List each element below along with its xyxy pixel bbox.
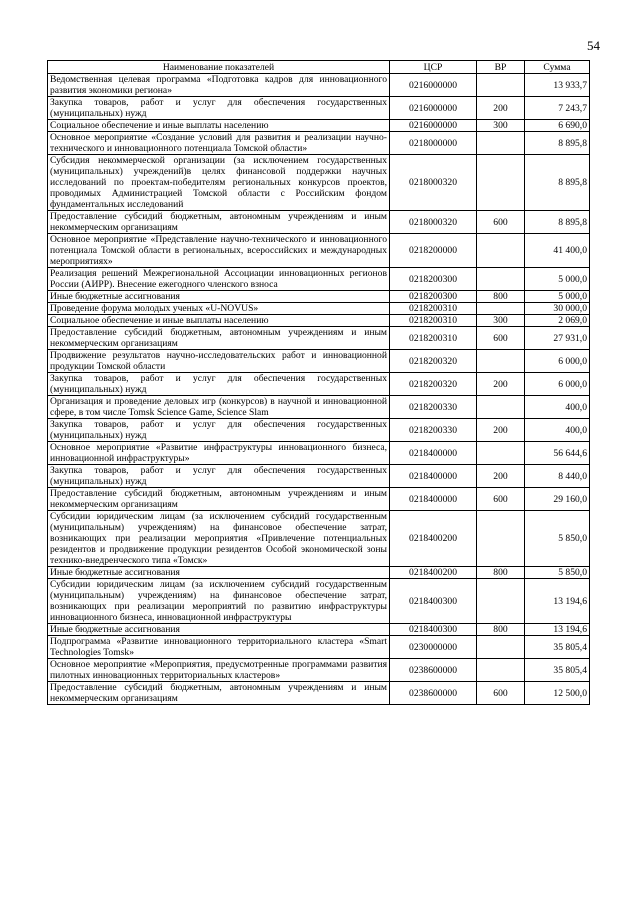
row-vr <box>477 155 525 211</box>
row-csr: 0230000000 <box>390 636 477 659</box>
table-header-row <box>48 61 590 74</box>
header-name: Наименование показателей <box>48 61 390 74</box>
row-sum: 35 805,4 <box>525 659 590 682</box>
row-name: Предоставление субсидий бюджетным, автономным учреждениям и иным некоммерческим организациям <box>48 488 390 511</box>
table-row <box>48 211 590 234</box>
row-sum: 8 440,0 <box>525 465 590 488</box>
header-vr: ВР <box>477 61 525 74</box>
row-sum: 5 850,0 <box>525 567 590 579</box>
row-name: Основное мероприятие «Мероприятия, предусмотренные программами развития пилотных инновационных территориальных кластеров» <box>48 659 390 682</box>
row-csr: 0218200320 <box>390 373 477 396</box>
table-row <box>48 396 590 419</box>
table-row <box>48 303 590 315</box>
table-row <box>48 567 590 579</box>
table-row <box>48 74 590 97</box>
row-name: Иные бюджетные ассигнования <box>48 567 390 579</box>
row-csr: 0216000000 <box>390 120 477 132</box>
row-vr <box>477 579 525 624</box>
budget-table <box>47 60 590 705</box>
table-row <box>48 659 590 682</box>
table-row <box>48 579 590 624</box>
row-sum: 5 000,0 <box>525 291 590 303</box>
row-csr: 0218200300 <box>390 268 477 291</box>
row-csr: 0216000000 <box>390 97 477 120</box>
row-name: Продвижение результатов научно-исследовательских работ и инновационной продукции Томской области <box>48 350 390 373</box>
row-csr: 0218200300 <box>390 291 477 303</box>
table-row <box>48 682 590 705</box>
row-name: Социальное обеспечение и иные выплаты населению <box>48 120 390 132</box>
row-vr: 300 <box>477 315 525 327</box>
row-name: Предоставление субсидий бюджетным, автономным учреждениям и иным некоммерческим организациям <box>48 211 390 234</box>
row-name: Закупка товаров, работ и услуг для обеспечения государственных (муниципальных) нужд <box>48 373 390 396</box>
row-vr: 200 <box>477 97 525 120</box>
row-sum: 2 069,0 <box>525 315 590 327</box>
row-sum: 400,0 <box>525 419 590 442</box>
table-row <box>48 373 590 396</box>
row-sum: 29 160,0 <box>525 488 590 511</box>
row-vr <box>477 303 525 315</box>
row-csr: 0218400000 <box>390 442 477 465</box>
row-sum: 35 805,4 <box>525 636 590 659</box>
row-vr <box>477 511 525 567</box>
row-name: Подпрограмма «Развитие инновационного территориального кластера «Smart Technologies Tomsk» <box>48 636 390 659</box>
row-vr <box>477 132 525 155</box>
row-sum: 8 895,8 <box>525 155 590 211</box>
row-csr: 0216000000 <box>390 74 477 97</box>
row-name: Социальное обеспечение и иные выплаты населению <box>48 315 390 327</box>
row-sum: 13 194,6 <box>525 579 590 624</box>
row-sum: 7 243,7 <box>525 97 590 120</box>
row-vr: 600 <box>477 327 525 350</box>
row-name: Основное мероприятие «Развитие инфраструктуры инновационного бизнеса, инновационной инфраструктуры» <box>48 442 390 465</box>
row-sum: 6 000,0 <box>525 373 590 396</box>
row-name: Закупка товаров, работ и услуг для обеспечения государственных (муниципальных) нужд <box>48 419 390 442</box>
row-csr: 0218400000 <box>390 488 477 511</box>
row-vr: 800 <box>477 567 525 579</box>
row-sum: 400,0 <box>525 396 590 419</box>
row-vr <box>477 350 525 373</box>
row-csr: 0238600000 <box>390 659 477 682</box>
row-csr: 0218400000 <box>390 465 477 488</box>
table-row <box>48 624 590 636</box>
header-csr: ЦСР <box>390 61 477 74</box>
row-sum: 8 895,8 <box>525 211 590 234</box>
row-vr: 600 <box>477 682 525 705</box>
row-name: Проведение форума молодых ученых «U-NOVUS» <box>48 303 390 315</box>
row-name: Предоставление субсидий бюджетным, автономным учреждениям и иным некоммерческим организациям <box>48 682 390 705</box>
row-name: Предоставление субсидий бюджетным, автономным учреждениям и иным некоммерческим организациям <box>48 327 390 350</box>
row-csr: 0218000320 <box>390 211 477 234</box>
table-row <box>48 327 590 350</box>
row-name: Основное мероприятие «Создание условий для развития и реализации научно-технического и инновационного потенциала Томской области» <box>48 132 390 155</box>
row-csr: 0218200310 <box>390 327 477 350</box>
row-sum: 6 000,0 <box>525 350 590 373</box>
row-csr: 0218000000 <box>390 132 477 155</box>
row-csr: 0218400200 <box>390 511 477 567</box>
row-sum: 5 850,0 <box>525 511 590 567</box>
row-sum: 5 000,0 <box>525 268 590 291</box>
row-name: Закупка товаров, работ и услуг для обеспечения государственных (муниципальных) нужд <box>48 465 390 488</box>
row-vr <box>477 234 525 268</box>
table-row <box>48 155 590 211</box>
table-row <box>48 97 590 120</box>
header-sum: Сумма <box>525 61 590 74</box>
table-row <box>48 511 590 567</box>
row-sum: 13 194,6 <box>525 624 590 636</box>
row-name: Иные бюджетные ассигнования <box>48 624 390 636</box>
table-row <box>48 234 590 268</box>
row-vr: 600 <box>477 488 525 511</box>
row-vr <box>477 659 525 682</box>
row-vr: 200 <box>477 465 525 488</box>
row-vr: 200 <box>477 419 525 442</box>
row-vr: 800 <box>477 624 525 636</box>
row-sum: 13 933,7 <box>525 74 590 97</box>
row-sum: 56 644,6 <box>525 442 590 465</box>
table-row <box>48 120 590 132</box>
row-vr <box>477 74 525 97</box>
row-name: Субсидии юридическим лицам (за исключением субсидий государственным (муниципальным) учреждениям) на финансовое обеспечение затрат, возникающих при реализации мероприятия «Привлечение потенциальных резидентов и продвижение продукции резидентов Особой экономической зоны технико-внедренческого типа «Томск» <box>48 511 390 567</box>
row-csr: 0218200320 <box>390 350 477 373</box>
row-csr: 0218200310 <box>390 303 477 315</box>
row-csr: 0218200310 <box>390 315 477 327</box>
table-row <box>48 442 590 465</box>
row-csr: 0238600000 <box>390 682 477 705</box>
row-sum: 8 895,8 <box>525 132 590 155</box>
row-sum: 27 931,0 <box>525 327 590 350</box>
row-name: Закупка товаров, работ и услуг для обеспечения государственных (муниципальных) нужд <box>48 97 390 120</box>
row-name: Субсидия некоммерческой организации (за исключением государственных (муниципальных) учреждений)в целях финансовой поддержки научных исследований по проектам-победителям региональных конкурсов проектов, проводимых Администрацией Томской области с Российским фондом фундаментальных исследований <box>48 155 390 211</box>
row-name: Иные бюджетные ассигнования <box>48 291 390 303</box>
row-name: Реализация решений Межрегиональной Ассоциации инновационных регионов России (АИРР). Внесение ежегодного членского взноса <box>48 268 390 291</box>
row-sum: 6 690,0 <box>525 120 590 132</box>
row-vr: 600 <box>477 211 525 234</box>
table-row <box>48 488 590 511</box>
row-csr: 0218200330 <box>390 419 477 442</box>
row-vr <box>477 442 525 465</box>
row-vr: 300 <box>477 120 525 132</box>
row-csr: 0218400300 <box>390 624 477 636</box>
row-name: Субсидии юридическим лицам (за исключением субсидий государственным (муниципальным) учреждениям) на финансовое обеспечение затрат, возникающих при реализации мероприятий по развитию инфраструктуры инновационного бизнеса, инновационной инфраструктуры <box>48 579 390 624</box>
row-csr: 0218400300 <box>390 579 477 624</box>
row-vr <box>477 396 525 419</box>
row-sum: 12 500,0 <box>525 682 590 705</box>
table-row <box>48 419 590 442</box>
row-name: Основное мероприятие «Представление научно-технического и инновационного потенциала Томской области в региональных, всероссийских и международных мероприятиях» <box>48 234 390 268</box>
table-row <box>48 132 590 155</box>
row-vr <box>477 268 525 291</box>
row-vr: 800 <box>477 291 525 303</box>
table-row <box>48 268 590 291</box>
table-row <box>48 636 590 659</box>
row-csr: 0218000320 <box>390 155 477 211</box>
row-sum: 30 000,0 <box>525 303 590 315</box>
table-row <box>48 350 590 373</box>
row-name: Организация и проведение деловых игр (конкурсов) в научной и инновационной сфере, в том числе Tomsk Science Game, Science Slam <box>48 396 390 419</box>
table-row <box>48 291 590 303</box>
row-csr: 0218200000 <box>390 234 477 268</box>
row-name: Ведомственная целевая программа «Подготовка кадров для инновационного развития экономики региона» <box>48 74 390 97</box>
table-row <box>48 315 590 327</box>
row-vr: 200 <box>477 373 525 396</box>
row-csr: 0218200330 <box>390 396 477 419</box>
row-sum: 41 400,0 <box>525 234 590 268</box>
row-vr <box>477 636 525 659</box>
table-row <box>48 465 590 488</box>
row-csr: 0218400200 <box>390 567 477 579</box>
page-number: 54 <box>587 38 600 53</box>
